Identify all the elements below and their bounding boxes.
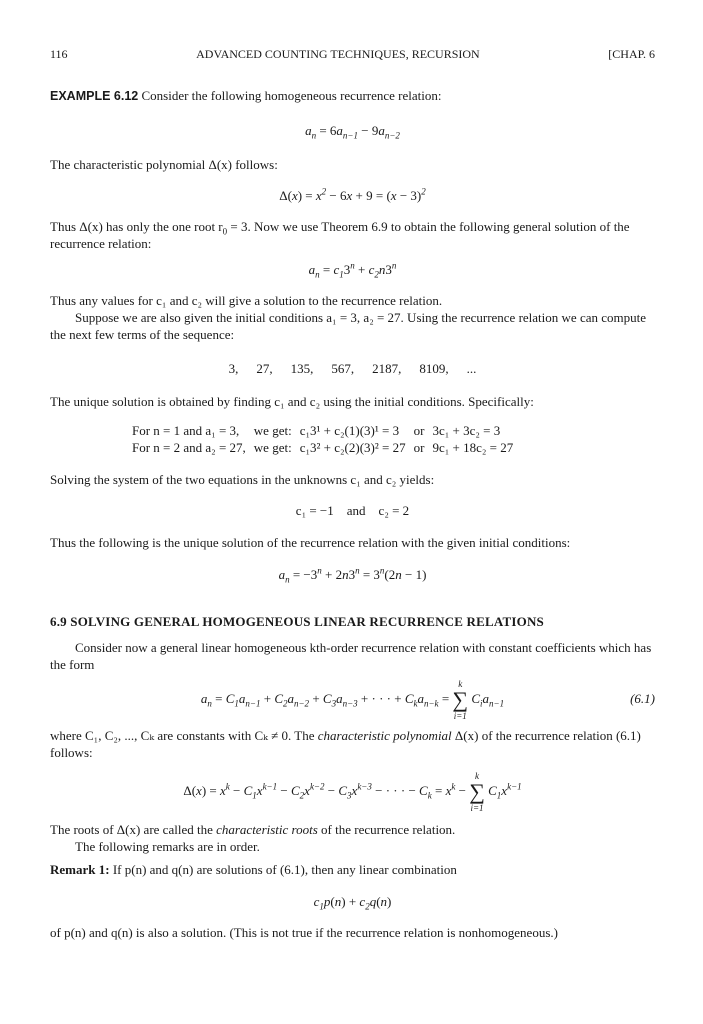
textbook-page — [50, 46, 655, 941]
initial-conditions-table — [128, 422, 517, 456]
general-solution-equation: $a_n = c_13^n + c_2n3^n$ — [308, 260, 397, 280]
solving-text: Solving the system of the two equations in the unknowns c₁ and c₂ yields: — [50, 472, 435, 487]
remark-text: If p(n) and q(n) are solutions of (6.1), then any linear combination — [112, 862, 457, 878]
suppose-text: Suppose we are also given the initial conditions a₁ = 3, a₂ = 27. Using the recurrence relation we can compute the next few terms of the sequence: — [50, 310, 646, 342]
one-root-text-a: Thus Δ(x) has only the one root r — [50, 219, 223, 234]
remark-1 — [50, 861, 655, 878]
section-title: 6.9 SOLVING GENERAL HOMOGENEOUS LINEAR RECURRENCE RELATIONS — [50, 614, 544, 629]
example-intro-text: Consider the following homogeneous recurrence relation: — [141, 88, 442, 103]
remarks-text: The following remarks are in order. — [75, 839, 260, 855]
ic-or: or — [413, 440, 425, 455]
equation-number: (6.1) — [630, 691, 655, 706]
ic-eq1: c₁3² + c₂(2)(3)² = 27 — [299, 440, 406, 455]
char-poly-intro: The characteristic polynomial Δ(x) follows: — [50, 157, 278, 172]
remark-label: Remark 1: — [50, 862, 110, 878]
any-values-text: Thus any values for c₁ and c₂ will give a solution to the recurrence relation. — [50, 293, 443, 308]
example-label: EXAMPLE 6.12 — [50, 89, 139, 103]
page-number: 116 — [50, 47, 68, 61]
ic-eq2: 9c₁ + 18c₂ = 27 — [432, 440, 514, 455]
page-header — [50, 46, 655, 64]
section-intro: Consider now a general linear homogeneous kth-order recurrence relation with constant coefficients which has the form — [50, 640, 652, 672]
unique-solution-text: The unique solution is obtained by finding c₁ and c₂ using the initial conditions. Specifically: — [50, 394, 534, 409]
unique-solution-equation: $a_n = -3^n + 2n3^n = 3^n(2n - 1)$ — [278, 565, 427, 585]
c1-value: c₁ = −1 — [295, 503, 334, 518]
summation-symbol: k ∑ i=1 — [469, 771, 485, 814]
recurrence-equation: $a_n = 6a_{n-1} - 9a_{n-2}$ — [305, 123, 400, 141]
general-recurrence-equation: $a_n = C_1a_{n-1} + C_2a_{n-2} + C_3a_{n-3}$ + · · · + $C_ka_{n-k}$ = k ∑ i=1 $C_ia_{n-1}$ — [200, 679, 505, 722]
ic-row-1 — [128, 422, 517, 439]
one-root-paragraph: Thus Δ(x) has only the one root $r_0 = 3$. Now we use Theorem 6.9 to obtain the following general solution of the recurrence relation: — [50, 219, 630, 251]
ic-get: we get: — [253, 423, 292, 438]
where-paragraph: where C₁, C₂, ..., Cₖ are constants with Cₖ ≠ 0. The characteristic polynomial Δ(x) of the recurrence relation (6.1) follows: — [50, 728, 641, 760]
linear-combination-equation: $c_1p(n) + c_2q(n)$ — [313, 894, 392, 912]
ic-eq1: c₁3¹ + c₂(1)(3)¹ = 3 — [299, 423, 400, 438]
c-values-and: and — [346, 503, 366, 518]
char-poly-equation: $\Delta(x) = x^2 - 6x + 9 = (x - 3)^2$ — [279, 186, 426, 203]
c2-value: c₂ = 2 — [378, 503, 410, 518]
sequence-term: 3, — [228, 361, 239, 376]
final-text: of p(n) and q(n) is also a solution. (This is not true if the recurrence relation is nonhomogeneous.) — [50, 925, 558, 941]
roots-paragraph: The roots of Δ(x) are called the characteristic roots of the recurrence relation. — [50, 822, 456, 838]
running-title: ADVANCED COUNTING TECHNIQUES, RECURSION — [196, 47, 480, 61]
sequence-term: 2187, — [372, 361, 402, 376]
c-values — [50, 502, 655, 519]
ic-eq2: 3c₁ + 3c₂ = 3 — [432, 423, 501, 438]
summation-symbol: k ∑ i=1 — [452, 679, 469, 722]
one-root-text-b: = 3. Now we use Theorem 6.9 to obtain the following general solution of the recurrence relation: — [50, 219, 630, 251]
general-char-poly-equation: $\Delta(x) = x^k - C_1x^{k-1} - C_2x^{k-2} - C_3x^{k-3}$ − · · · − $C_k = x^k$ − k ∑ i=1 $C_1x^{k-1}$ — [183, 771, 522, 814]
general-recurrence-row — [50, 679, 655, 722]
ic-condition: For n = 1 and a₁ = 3, — [132, 423, 240, 438]
sequence-terms — [50, 360, 655, 377]
sequence-term: 8109, — [419, 361, 449, 376]
sequence-term: 567, — [331, 361, 355, 376]
ic-condition: For n = 2 and a₂ = 27, — [132, 440, 246, 455]
example-intro — [50, 87, 655, 105]
ic-row-2 — [128, 439, 517, 456]
ic-or: or — [413, 423, 425, 438]
ic-get: we get: — [253, 440, 292, 455]
sequence-term: ... — [466, 361, 477, 376]
thus-unique-text: Thus the following is the unique solution of the recurrence relation with the given initial conditions: — [50, 535, 571, 550]
chapter-label: [CHAP. 6 — [608, 47, 655, 61]
sequence-term: 27, — [256, 361, 273, 376]
sequence-term: 135, — [290, 361, 314, 376]
